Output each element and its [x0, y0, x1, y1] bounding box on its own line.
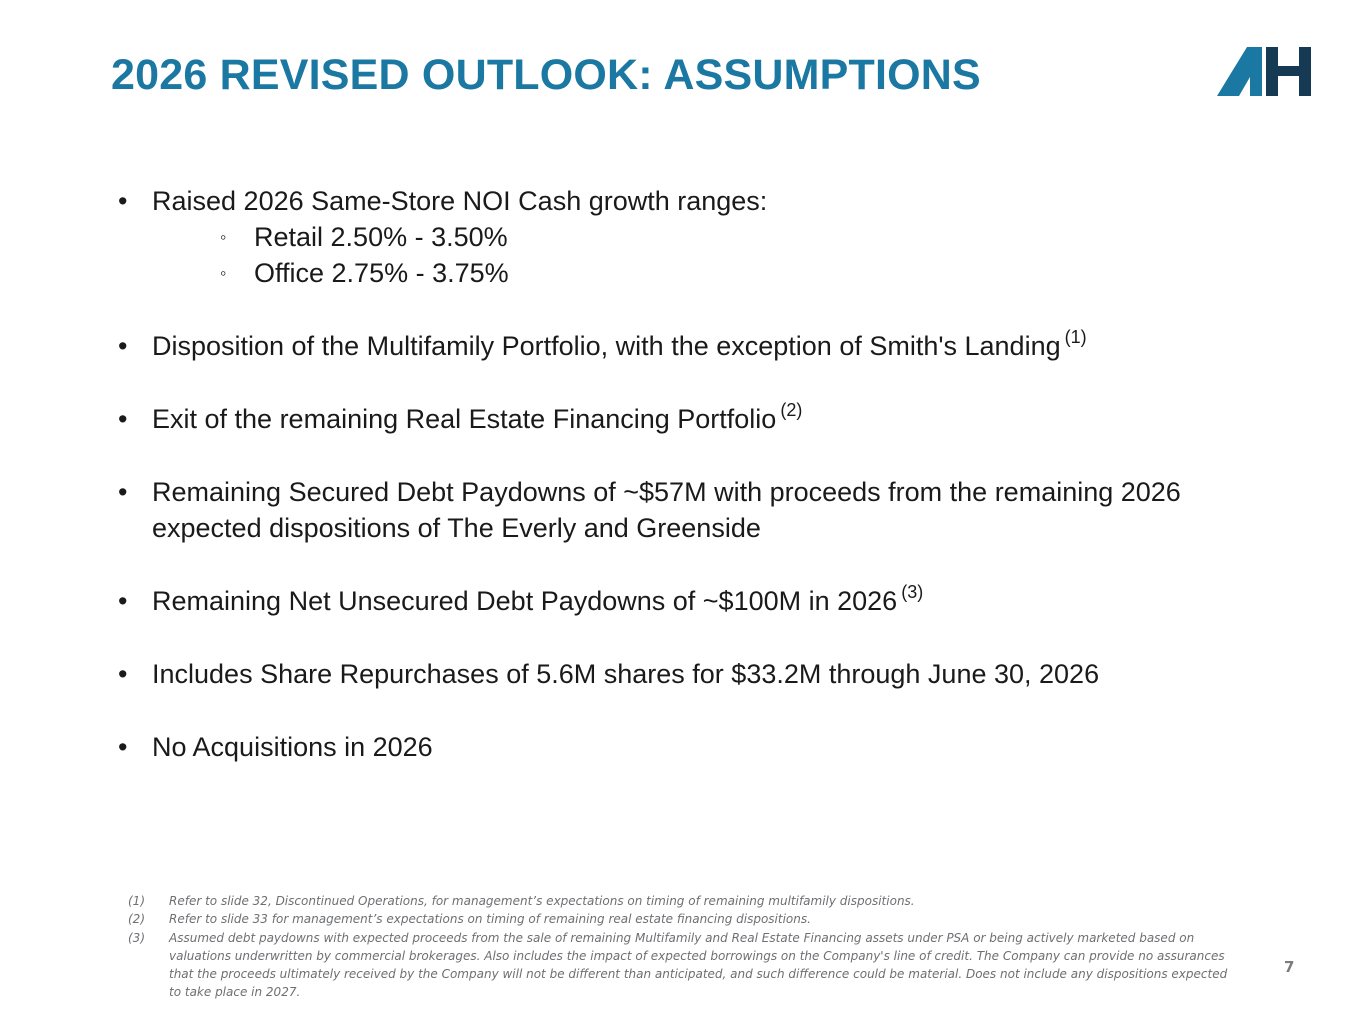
sub-bullet-item: [152, 255, 1258, 291]
footnote-number: (1): [128, 894, 145, 908]
footnote: [128, 892, 1238, 910]
sub-bullet-item: [152, 219, 1258, 255]
sub-bullet-marker: ◦: [220, 227, 227, 247]
bullet-text: Remaining Secured Debt Paydowns of ~$57M with proceeds from the remaining 2026 expected dispositions of The Everly and Greenside: [152, 477, 1181, 543]
ah-monogram-logo-icon: [1217, 47, 1311, 97]
page-number: 7: [1284, 958, 1295, 976]
bullet-marker: •: [118, 586, 128, 616]
bullet-marker: •: [118, 659, 128, 689]
footnote-text: Refer to slide 32, Discontinued Operations, for management’s expectations on timing of remaining multifamily dispositions.: [169, 894, 915, 908]
bullet-marker: •: [118, 186, 128, 216]
sub-bullet-marker: ◦: [220, 263, 227, 283]
footnote-number: (3): [128, 930, 145, 945]
footnote: [128, 910, 1238, 928]
bullet-item: [118, 183, 1258, 291]
footnotes: [128, 892, 1238, 1002]
bullet-item: [118, 583, 1258, 619]
bullet-item: [118, 656, 1258, 692]
bullet-marker: •: [118, 732, 128, 762]
bullet-item: [118, 328, 1258, 364]
bullet-text: Disposition of the Multifamily Portfolio, with the exception of Smith's Landing: [152, 331, 1061, 361]
bullet-marker: •: [118, 331, 128, 361]
footnote: [128, 929, 1238, 1002]
sub-bullet-text: Office 2.75% - 3.75%: [254, 258, 509, 288]
bullet-text: Raised 2026 Same-Store NOI Cash growth ranges:: [152, 186, 768, 216]
bullet-item: [118, 401, 1258, 437]
bullet-text: No Acquisitions in 2026: [152, 732, 433, 762]
footnote-text: Refer to slide 33 for management’s expectations on timing of remaining real estate financing dispositions.: [169, 912, 811, 927]
bullet-item: [118, 474, 1258, 546]
footnote-ref: (2): [780, 400, 803, 420]
bullet-text: Remaining Net Unsecured Debt Paydowns of ~$100M in 2026: [152, 586, 898, 616]
footnote-ref: (3): [901, 582, 924, 602]
slide-title: 2026 REVISED OUTLOOK: ASSUMPTIONS: [111, 51, 981, 99]
bullet-item: [118, 729, 1258, 765]
bullet-text: Exit of the remaining Real Estate Financing Portfolio: [152, 404, 777, 434]
sub-bullet-text: Retail 2.50% - 3.50%: [254, 222, 508, 252]
bullet-text: Includes Share Repurchases of 5.6M shares for $33.2M through June 30, 2026: [152, 659, 1100, 689]
footnote-number: (2): [128, 912, 145, 927]
footnote-text: Assumed debt paydowns with expected proceeds from the sale of remaining Multifamily and Real Estate Financing assets under PSA or being actively marketed based on valuations underwritten by commercial brokerages. Also includes the impact of expected borrowings on the Company's line of credit. The Company can provide no assurances that the proceeds ultimately received by the Company will not be different than anticipated, and such difference could be material. Does not include any dispositions expected to take place in 2027.: [169, 930, 1228, 1000]
bullet-marker: •: [118, 477, 128, 507]
assumption-bullet-list: [118, 183, 1258, 765]
footnote-ref: (1): [1064, 327, 1087, 347]
bullet-marker: •: [118, 404, 128, 434]
